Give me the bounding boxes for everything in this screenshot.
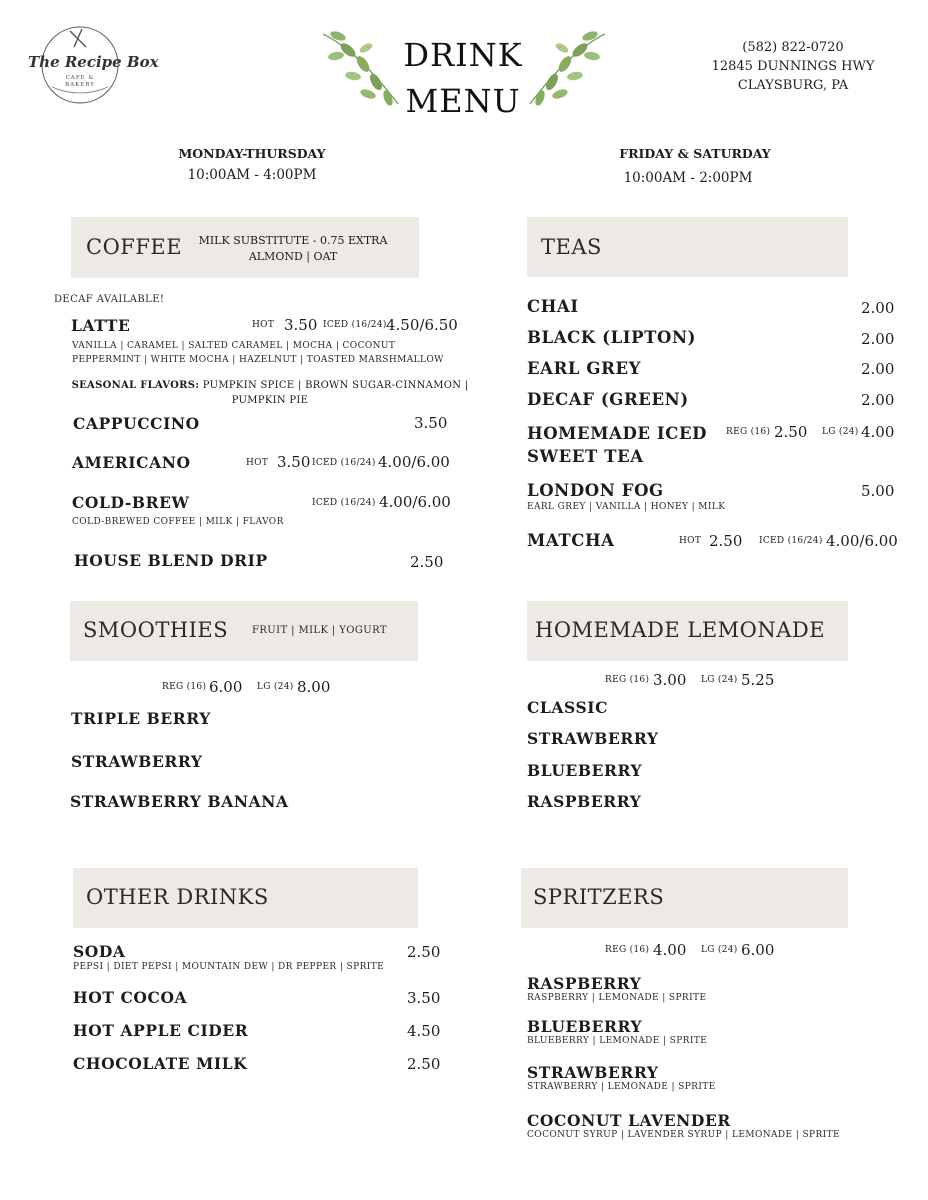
- lemonade-item: BLUEBERRY: [527, 761, 643, 780]
- americano-iced-label: ICED (16/24): [312, 458, 376, 468]
- black-tea-price: 2.00: [861, 330, 895, 348]
- spritzers-lg-price: 6.00: [741, 941, 775, 959]
- chocolate-milk-name: CHOCOLATE MILK: [73, 1054, 248, 1073]
- spritzers-reg-price: 4.00: [653, 941, 687, 959]
- latte-iced-label: ICED (16/24): [323, 320, 387, 330]
- americano-iced-price: 4.00/6.00: [378, 453, 450, 471]
- contact-street: 12845 DUNNINGS HWY: [711, 59, 875, 74]
- cold-brew-name: COLD-BREW: [72, 493, 190, 512]
- seasonal-flavors: [60, 378, 480, 408]
- spritzer-strawberry-name: STRAWBERRY: [527, 1063, 659, 1082]
- spritzer-blueberry-desc: BLUEBERRY | LEMONADE | SPRITE: [527, 1036, 708, 1046]
- latte-hot-label: HOT: [252, 320, 275, 330]
- decaf-green-name: DECAF (GREEN): [527, 390, 689, 409]
- smoothies-reg-label: REG (16): [162, 682, 207, 692]
- black-tea-name: BLACK (LIPTON): [527, 328, 697, 347]
- coffee-milk-note-line2: ALMOND | OAT: [248, 250, 338, 263]
- matcha-hot-price: 2.50: [709, 532, 743, 550]
- spritzer-raspberry-name: RASPBERRY: [527, 974, 642, 993]
- cold-brew-iced-price: 4.00/6.00: [379, 493, 451, 511]
- london-fog-desc: EARL GREY | VANILLA | HONEY | MILK: [527, 502, 726, 512]
- menu-title-line1: DRINK: [403, 36, 523, 74]
- americano-hot-label: HOT: [246, 458, 269, 468]
- decaf-green-price: 2.00: [861, 391, 895, 409]
- americano-hot-price: 3.50: [277, 453, 311, 471]
- smoothie-item: STRAWBERRY: [71, 752, 203, 771]
- seasonal-line2: PUMPKIN PIE: [231, 395, 309, 406]
- earl-grey-price: 2.00: [861, 360, 895, 378]
- decaf-note: DECAF AVAILABLE!: [54, 294, 165, 305]
- hot-apple-cider-price: 4.50: [407, 1022, 441, 1040]
- spritzer-blueberry-name: BLUEBERRY: [527, 1017, 643, 1036]
- sweet-tea-reg-price: 2.50: [774, 423, 808, 441]
- americano-name: AMERICANO: [72, 453, 191, 472]
- other-drinks-title: OTHER DRINKS: [86, 885, 269, 909]
- menu-title-line2: MENU: [405, 82, 521, 120]
- hours-weekend-label: FRIDAY & SATURDAY: [619, 146, 771, 161]
- smoothies-title: SMOOTHIES: [83, 618, 229, 642]
- latte-flavors-line1: VANILLA | CARAMEL | SALTED CARAMEL | MOCHA | COCONUT: [72, 341, 396, 351]
- london-fog-name: LONDON FOG: [527, 481, 664, 500]
- drip-price: 2.50: [410, 553, 444, 571]
- london-fog-price: 5.00: [861, 482, 895, 500]
- hours-weekend-time: 10:00AM - 2:00PM: [623, 170, 753, 186]
- smoothies-lg-label: LG (24): [257, 682, 294, 692]
- menu-title: [400, 32, 526, 124]
- hot-cocoa-name: HOT COCOA: [73, 988, 188, 1007]
- spritzer-raspberry-desc: RASPBERRY | LEMONADE | SPRITE: [527, 993, 707, 1003]
- logo-subtitle: CAFE & BAKERY: [65, 75, 95, 88]
- smoothies-lg-price: 8.00: [297, 678, 331, 696]
- cold-brew-iced-label: ICED (16/24): [312, 498, 376, 508]
- spritzer-coconut-lavender-desc: COCONUT SYRUP | LAVENDER SYRUP | LEMONADE | SPRITE: [527, 1130, 840, 1140]
- lemonade-reg-label: REG (16): [605, 675, 650, 685]
- coffee-milk-note: [193, 233, 393, 265]
- coffee-title: COFFEE: [86, 235, 183, 259]
- seasonal-label: SEASONAL FLAVORS:: [71, 380, 200, 391]
- sweet-tea-lg-price: 4.00: [861, 423, 895, 441]
- chai-price: 2.00: [861, 299, 895, 317]
- sweet-tea-reg-label: REG (16): [726, 427, 771, 437]
- hot-apple-cider-name: HOT APPLE CIDER: [73, 1021, 249, 1040]
- smoothie-item: TRIPLE BERRY: [71, 709, 211, 728]
- spritzers-reg-label: REG (16): [605, 945, 650, 955]
- chocolate-milk-price: 2.50: [407, 1055, 441, 1073]
- drip-name: HOUSE BLEND DRIP: [74, 551, 268, 570]
- teas-title: TEAS: [541, 235, 602, 259]
- soda-desc: PEPSI | DIET PEPSI | MOUNTAIN DEW | DR PEPPER | SPRITE: [73, 962, 385, 972]
- cold-brew-desc: COLD-BREWED COFFEE | MILK | FLAVOR: [72, 517, 284, 527]
- spritzers-title: SPRITZERS: [533, 885, 665, 909]
- hot-cocoa-price: 3.50: [407, 989, 441, 1007]
- lemonade-lg-label: LG (24): [701, 675, 738, 685]
- lemonade-reg-price: 3.00: [653, 671, 687, 689]
- latte-name: LATTE: [71, 316, 131, 335]
- soda-name: SODA: [73, 942, 126, 961]
- logo: [28, 25, 159, 105]
- contact-phone: (582) 822-0720: [742, 40, 844, 55]
- lemonade-item: STRAWBERRY: [527, 729, 659, 748]
- sweet-tea-lg-label: LG (24): [822, 427, 859, 437]
- lemonade-item: RASPBERRY: [527, 792, 642, 811]
- logo-name: The Recipe Box: [28, 53, 159, 71]
- soda-price: 2.50: [407, 943, 441, 961]
- left-leaf-branch-icon: [318, 26, 408, 111]
- sweet-tea-name-line2: SWEET TEA: [527, 447, 644, 466]
- lemonade-title: HOMEMADE LEMONADE: [535, 618, 826, 642]
- spritzers-lg-label: LG (24): [701, 945, 738, 955]
- coffee-milk-note-line1: MILK SUBSTITUTE - 0.75 EXTRA: [198, 234, 388, 247]
- contact-info: [700, 38, 886, 95]
- cappuccino-price: 3.50: [414, 414, 448, 432]
- cappuccino-name: CAPPUCCINO: [73, 414, 200, 433]
- sweet-tea-name-line1: HOMEMADE ICED: [527, 424, 708, 443]
- hours-weekday-label: MONDAY-THURSDAY: [178, 146, 326, 161]
- chai-name: CHAI: [527, 297, 579, 316]
- smoothie-item: STRAWBERRY BANANA: [70, 792, 289, 811]
- lemonade-lg-price: 5.25: [741, 671, 775, 689]
- matcha-iced-label: ICED (16/24): [759, 536, 823, 546]
- matcha-hot-label: HOT: [679, 536, 702, 546]
- smoothies-reg-price: 6.00: [209, 678, 243, 696]
- spritzer-strawberry-desc: STRAWBERRY | LEMONADE | SPRITE: [527, 1082, 716, 1092]
- lemonade-item: CLASSIC: [527, 698, 609, 717]
- latte-hot-price: 3.50: [284, 316, 318, 334]
- latte-flavors-line2: PEPPERMINT | WHITE MOCHA | HAZELNUT | TOASTED MARSHMALLOW: [72, 355, 444, 365]
- sweet-tea-name: [527, 422, 707, 468]
- right-leaf-branch-icon: [520, 26, 610, 111]
- seasonal-line1: PUMPKIN SPICE | BROWN SUGAR-CINNAMON |: [202, 380, 469, 391]
- earl-grey-name: EARL GREY: [527, 359, 641, 378]
- latte-iced-price: 4.50/6.50: [386, 316, 458, 334]
- spritzer-coconut-lavender-name: COCONUT LAVENDER: [527, 1111, 731, 1130]
- contact-city: CLAYSBURG, PA: [737, 78, 849, 93]
- smoothies-note: FRUIT | MILK | YOGURT: [252, 625, 387, 636]
- matcha-iced-price: 4.00/6.00: [826, 532, 898, 550]
- hours-weekday-time: 10:00AM - 4:00PM: [187, 167, 317, 183]
- matcha-name: MATCHA: [527, 531, 615, 550]
